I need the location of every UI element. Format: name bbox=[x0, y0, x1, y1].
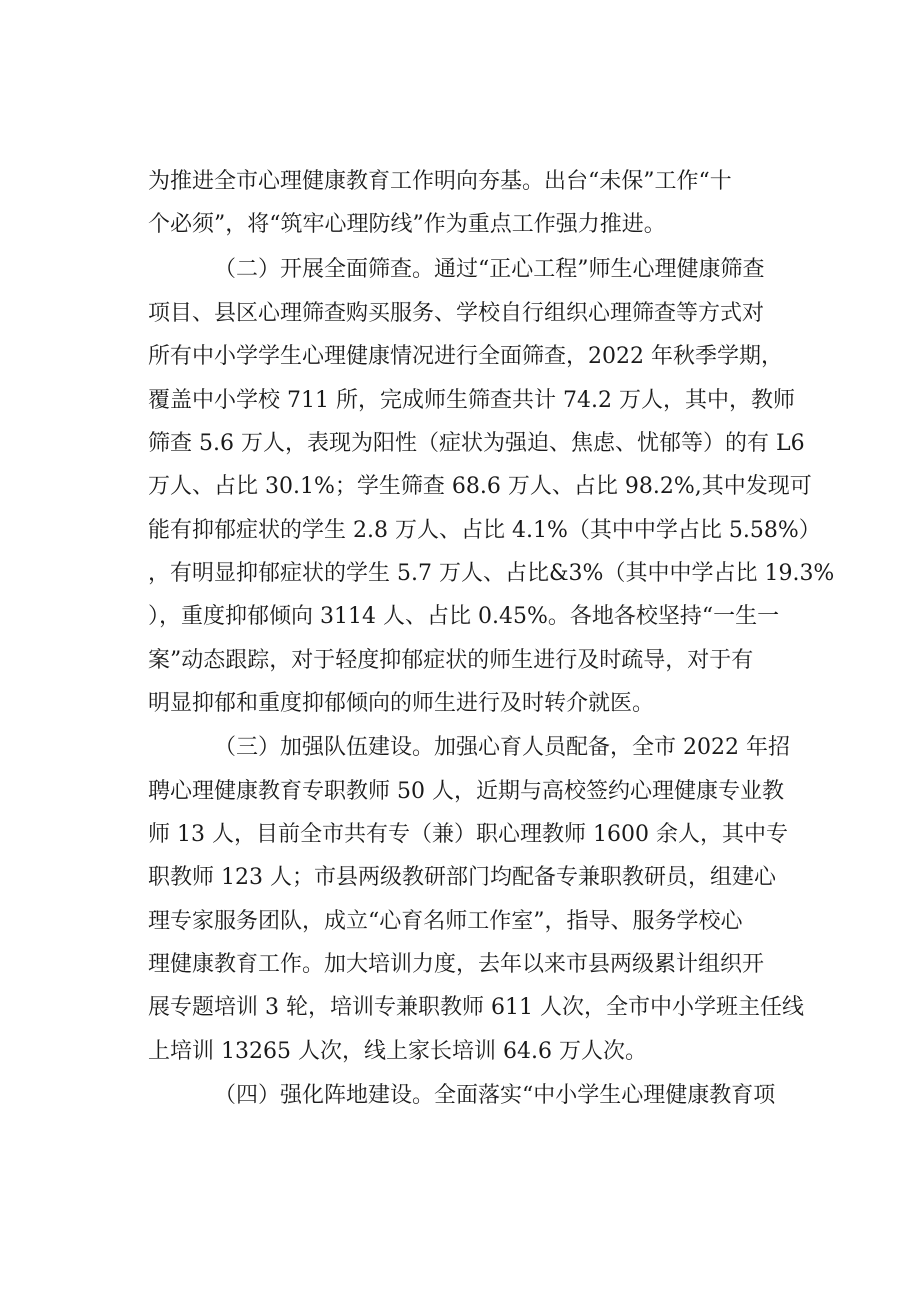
text-line: 展专题培训 3 轮，培训专兼职教师 611 人次，全市中小学班主任线 bbox=[148, 995, 804, 1020]
paragraph-heading-line: （四）强化阵地建设。全面落实“中小学生心理健康教育项 bbox=[214, 1083, 776, 1108]
text-line: 个必须”，将“筑牢心理防线”作为重点工作强力推进。 bbox=[148, 212, 666, 237]
text-line: 筛查 5.6 万人，表现为阳性（症状为强迫、焦虑、忧郁等）的有 L6 bbox=[148, 431, 805, 456]
text-line: 理健康教育工作。加大培训力度，去年以来市县两级累计组织开 bbox=[148, 952, 765, 977]
text-line: 聘心理健康教育专职教师 50 人，近期与高校签约心理健康专业教 bbox=[148, 779, 784, 804]
text-line: ），重度抑郁倾向 3114 人、占比 0.45%。各地各校坚持“一生一 bbox=[148, 604, 780, 629]
text-line: 师 13 人，目前全市共有专（兼）职心理教师 1600 余人，其中专 bbox=[148, 822, 788, 847]
text-line: 案”动态跟踪，对于轻度抑郁症状的师生进行及时疏导，对于有 bbox=[148, 648, 754, 673]
text-line: 能有抑郁症状的学生 2.8 万人、占比 4.1%（其中中学占比 5.58%） bbox=[148, 518, 821, 543]
text-line: 理专家服务团队，成立“心育名师工作室”，指导、服务学校心 bbox=[148, 909, 743, 934]
text-line: 万人、占比 30.1%；学生筛查 68.6 万人、占比 98.2%,其中发现可 bbox=[148, 474, 812, 499]
text-line: 所有中小学学生心理健康情况进行全面筛查，2022 年秋季学期， bbox=[148, 344, 783, 369]
text-line: 上培训 13265 人次，线上家长培训 64.6 万人次。 bbox=[148, 1039, 647, 1064]
paragraph-heading-line: （三）加强队伍建设。加强心育人员配备，全市 2022 年招 bbox=[214, 735, 790, 760]
text-line: 项目、县区心理筛查购买服务、学校自行组织心理筛查等方式对 bbox=[148, 301, 765, 326]
text-line: 明显抑郁和重度抑郁倾向的师生进行及时转介就医。 bbox=[148, 691, 655, 716]
paragraph-heading-line: （二）开展全面筛查。通过“正心工程”师生心理健康筛查 bbox=[214, 257, 765, 282]
text-line: 为推进全市心理健康教育工作明向夯基。出台“未保”工作“十 bbox=[148, 169, 732, 194]
text-line: 覆盖中小学校 711 所，完成师生筛查共计 74.2 万人，其中，教师 bbox=[148, 388, 795, 413]
text-line: 职教师 123 人；市县两级教研部门均配备专兼职教研员，组建心 bbox=[148, 865, 776, 890]
text-line: ，有明显抑郁症状的学生 5.7 万人、占比&3%（其中中学占比 19.3% bbox=[148, 561, 835, 586]
